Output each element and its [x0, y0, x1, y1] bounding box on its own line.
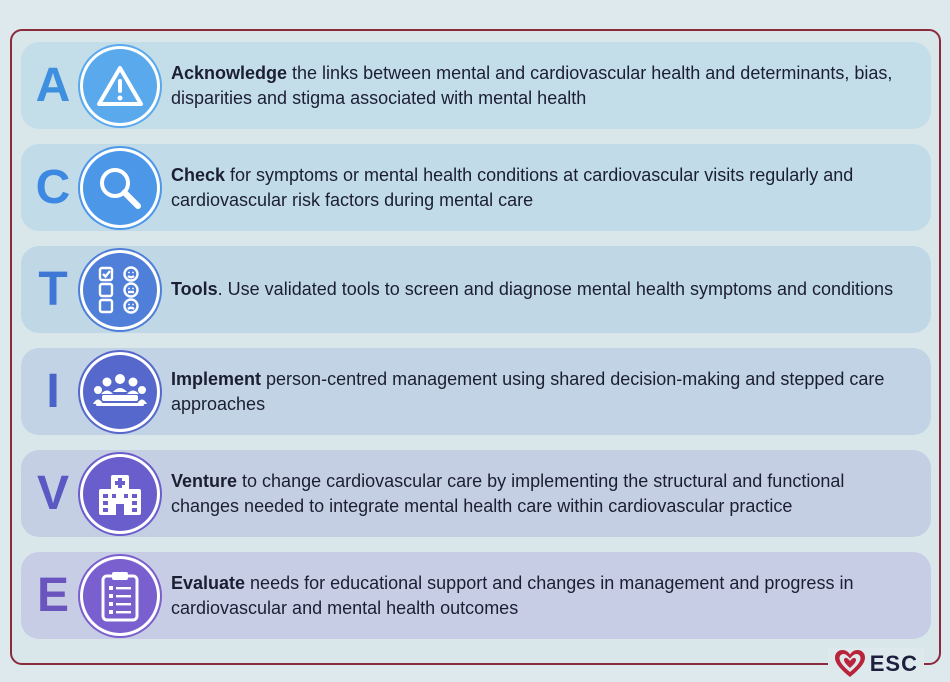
- row-keyword: Venture: [171, 470, 238, 491]
- row-letter: V: [36, 467, 69, 520]
- row-keyword: Check: [171, 164, 226, 185]
- row-description: [171, 61, 917, 111]
- row-letter: I: [46, 365, 60, 418]
- row-text: to change cardiovascular care by implementing the structural and functional changes needed to integrate mental health care within cardiovascular practice: [171, 470, 845, 516]
- logo-text: ESC: [869, 651, 918, 676]
- row-description: [171, 277, 917, 302]
- row-text: . Use validated tools to screen and diagnose mental health symptoms and conditions: [217, 279, 894, 299]
- acti-ve-row-c: [21, 144, 931, 231]
- row-letter: T: [38, 263, 68, 316]
- row-description: [171, 163, 917, 213]
- hospital-icon: [83, 457, 157, 531]
- row-keyword: Acknowledge: [171, 62, 288, 83]
- acti-ve-row-t: [21, 246, 931, 333]
- row-text: needs for educational support and changes in management and progress in cardiovascular and mental health outcomes: [171, 572, 854, 618]
- row-letter: E: [36, 569, 69, 622]
- row-keyword: Evaluate: [171, 572, 246, 593]
- heart-logo-icon: [834, 649, 866, 679]
- row-description: [171, 367, 917, 417]
- acti-ve-row-v: [21, 450, 931, 537]
- magnifier-icon: [83, 151, 157, 225]
- row-description: [171, 571, 917, 621]
- esc-logo: [828, 648, 924, 680]
- row-letter: C: [35, 161, 71, 214]
- acti-ve-row-e: [21, 552, 931, 639]
- checklist-faces-icon: [83, 253, 157, 327]
- row-text: the links between mental and cardiovascular health and determinants, bias, disparities and stigma associated with mental health: [171, 62, 893, 108]
- row-text: person-centred management using shared decision-making and stepped care approaches: [171, 368, 885, 414]
- acti-ve-row-a: [21, 42, 931, 129]
- row-keyword: Tools: [171, 279, 218, 299]
- row-description: [171, 469, 917, 519]
- acti-ve-row-i: [21, 348, 931, 435]
- warning-icon: [83, 49, 157, 123]
- row-text: for symptoms or mental health conditions at cardiovascular visits regularly and cardiovascular risk factors during mental care: [171, 164, 854, 210]
- meeting-icon: [83, 355, 157, 429]
- clipboard-icon: [83, 559, 157, 633]
- row-keyword: Implement: [171, 368, 262, 389]
- row-letter: A: [35, 59, 71, 112]
